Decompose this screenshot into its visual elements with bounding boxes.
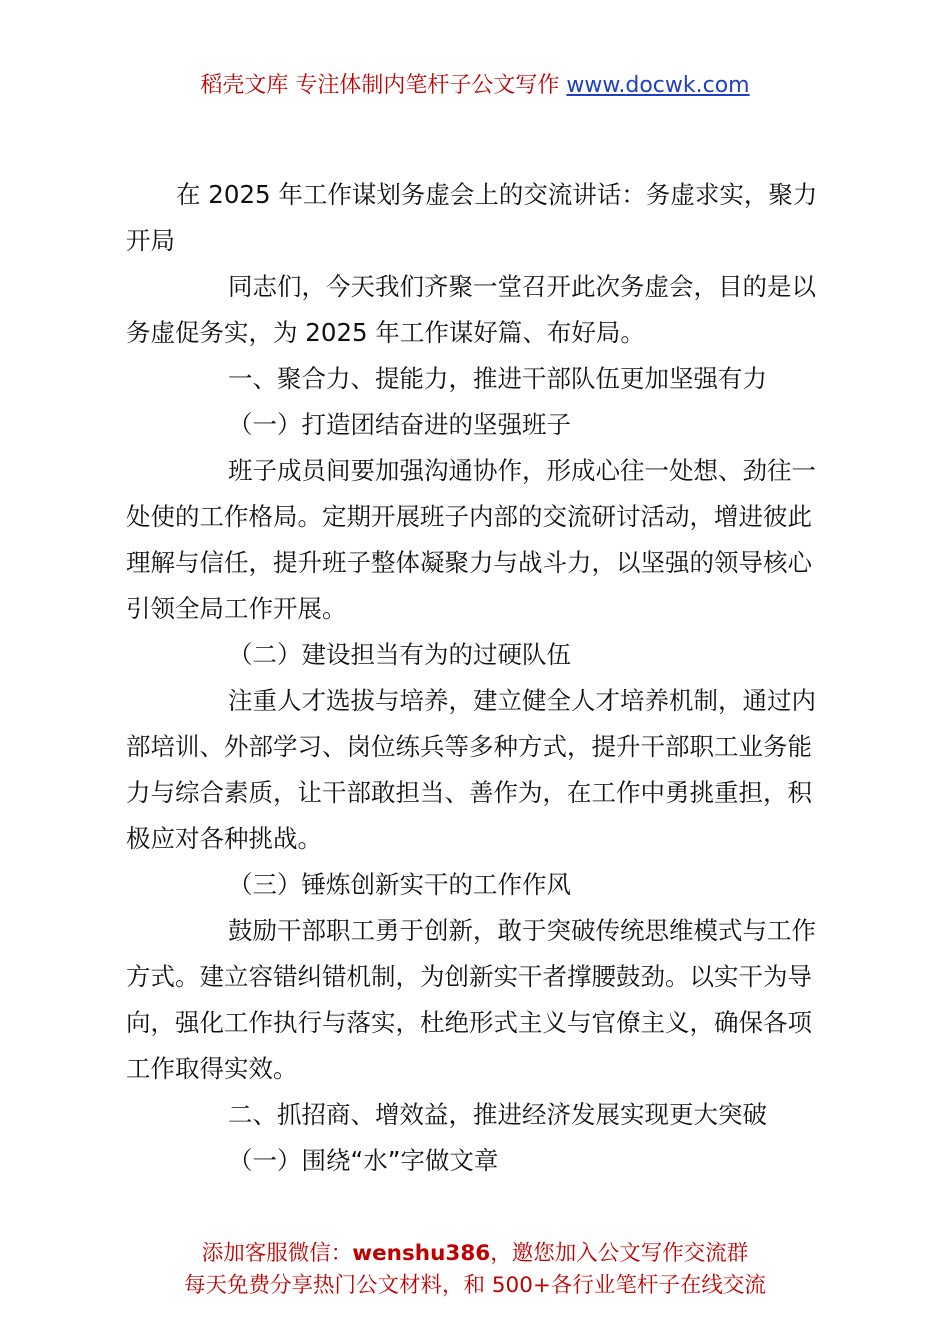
site-header: [0, 68, 950, 99]
document-body: [126, 172, 820, 1184]
wechat-id: wenshu386: [352, 1241, 491, 1266]
heading-section-2: 二、抓招商、增效益，推进经济发展实现更大突破: [228, 1100, 767, 1129]
footer-suffix: ，邀您加入公文写作交流群: [490, 1241, 749, 1266]
footer-prefix: 添加客服微信：: [201, 1241, 353, 1266]
paragraph-1-2: 注重人才选拔与培养，建立健全人才培养机制，通过内部培训、外部学习、岗位练兵等多种方式，提升干部职工业务能力与综合素质，让干部敢担当、善作为，在工作中勇挑重担，积极应对各种挑战。: [126, 686, 816, 853]
footer-line-1: [0, 1238, 950, 1270]
site-link[interactable]: www.docwk.com: [566, 73, 750, 98]
footer-line-2: 每天免费分享热门公文材料，和 500+各行业笔杆子在线交流: [184, 1273, 766, 1298]
paragraph-1-1: 班子成员间要加强沟通协作，形成心往一处想、劲往一处使的工作格局。定期开展班子内部的交流研讨活动，增进彼此理解与信任，提升班子整体凝聚力与战斗力，以坚强的领导核心引领全局工作开展。: [126, 456, 816, 623]
heading-section-1: 一、聚合力、提能力，推进干部队伍更加坚强有力: [228, 364, 767, 393]
subheading-2-1: （一）围绕“水”字做文章: [228, 1146, 499, 1175]
subheading-1-1: （一）打造团结奋进的坚强班子: [228, 410, 571, 439]
subheading-1-2: （二）建设担当有为的过硬队伍: [228, 640, 571, 669]
site-footer: [0, 1238, 950, 1302]
brand-text: 稻壳文库 专注体制内笔杆子公文写作: [200, 73, 567, 98]
subheading-1-3: （三）锤炼创新实干的工作作风: [228, 870, 571, 899]
document-title: 在 2025 年工作谋划务虚会上的交流讲话：务虚求实，聚力开局: [126, 180, 818, 255]
paragraph-opening: 同志们，今天我们齐聚一堂召开此次务虚会，目的是以务虚促务实，为 2025 年工作谋好篇、布好局。: [126, 272, 816, 347]
paragraph-1-3: 鼓励干部职工勇于创新，敢于突破传统思维模式与工作方式。建立容错纠错机制，为创新实干者撑腰鼓劲。以实干为导向，强化工作执行与落实，杜绝形式主义与官僚主义，确保各项工作取得实效。: [126, 916, 816, 1083]
